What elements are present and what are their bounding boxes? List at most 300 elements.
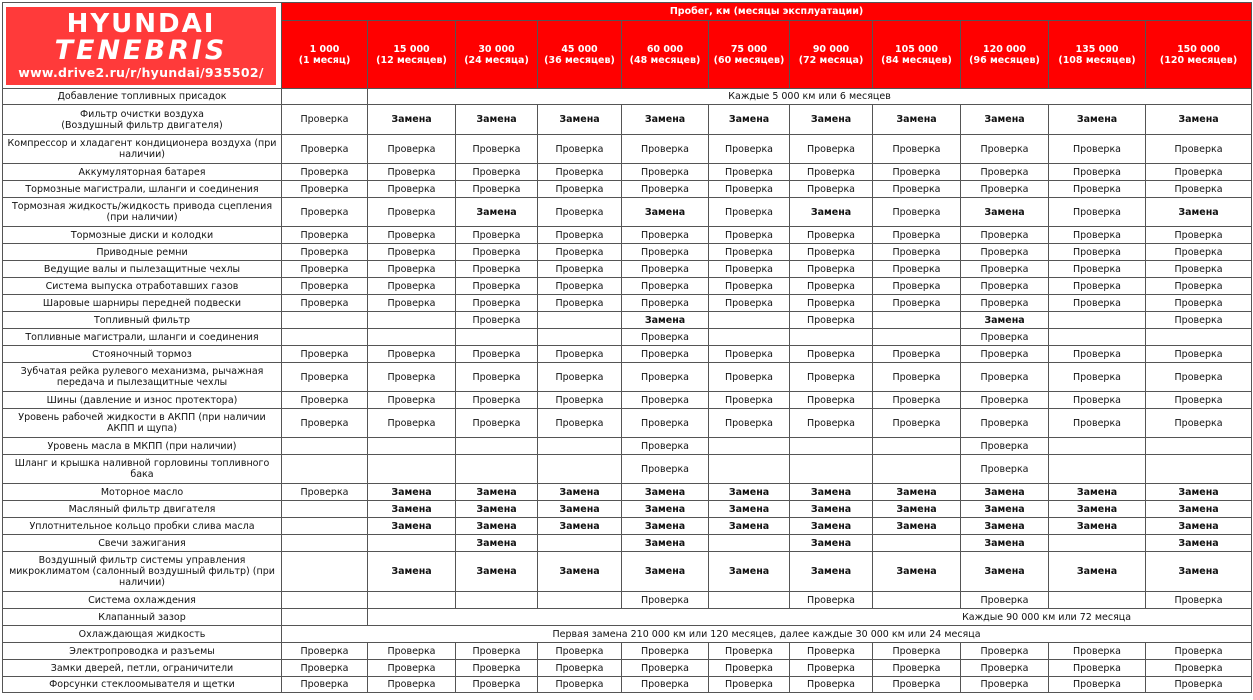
- schedule-cell-empty: [538, 535, 622, 552]
- schedule-cell-check: Проверка: [282, 484, 368, 501]
- schedule-cell-replace: Замена: [873, 484, 961, 501]
- schedule-cell-check: Проверка: [622, 677, 709, 693]
- schedule-cell-check: Проверка: [873, 278, 961, 295]
- schedule-cell-check: Проверка: [1049, 409, 1146, 438]
- schedule-cell-check: Проверка: [622, 643, 709, 660]
- schedule-cell-check: Проверка: [538, 660, 622, 677]
- schedule-cell-check: Проверка: [622, 261, 709, 278]
- schedule-cell-check: Проверка: [873, 409, 961, 438]
- schedule-cell-check: Проверка: [538, 261, 622, 278]
- schedule-cell-check: Проверка: [456, 164, 538, 181]
- schedule-cell-empty: [282, 89, 368, 105]
- hyundai-tenebris-logo: [5, 6, 277, 86]
- maintenance-table: [2, 2, 1252, 693]
- schedule-cell-replace: Замена: [622, 312, 709, 329]
- schedule-cell-check: Проверка: [282, 181, 368, 198]
- schedule-row: [3, 181, 1252, 198]
- schedule-cell-check: Проверка: [538, 409, 622, 438]
- schedule-row: [3, 346, 1252, 363]
- schedule-cell-check: Проверка: [538, 181, 622, 198]
- schedule-cell-replace: Замена: [709, 518, 790, 535]
- schedule-row: [3, 363, 1252, 392]
- schedule-cell-check: Проверка: [456, 295, 538, 312]
- schedule-cell-empty: [538, 592, 622, 609]
- service-item-name: Тормозные магистрали, шланги и соединения: [3, 181, 282, 198]
- schedule-cell-check: Проверка: [873, 392, 961, 409]
- schedule-cell-replace: Замена: [790, 552, 873, 592]
- schedule-cell-check: Проверка: [282, 261, 368, 278]
- schedule-row: [3, 660, 1252, 677]
- schedule-cell-check: Проверка: [282, 409, 368, 438]
- schedule-cell-check: Проверка: [1049, 643, 1146, 660]
- schedule-row: [3, 592, 1252, 609]
- schedule-cell-check: Проверка: [790, 346, 873, 363]
- schedule-cell-check: Проверка: [368, 261, 456, 278]
- schedule-cell-check: Проверка: [1049, 135, 1146, 164]
- schedule-cell-check: Проверка: [368, 643, 456, 660]
- schedule-cell-check: Проверка: [709, 135, 790, 164]
- service-item-name: Компрессор и хладагент кондиционера воздуха (при наличии): [3, 135, 282, 164]
- schedule-cell-replace: Замена: [622, 484, 709, 501]
- service-item-name: Шины (давление и износ протектора): [3, 392, 282, 409]
- schedule-cell-replace: Замена: [456, 105, 538, 135]
- schedule-cell-check: Проверка: [456, 244, 538, 261]
- schedule-cell-check: Проверка: [709, 643, 790, 660]
- schedule-cell-check: Проверка: [282, 346, 368, 363]
- mileage-km: 105 000: [895, 43, 938, 55]
- schedule-row: [3, 643, 1252, 660]
- schedule-row: [3, 329, 1252, 346]
- schedule-body: [3, 89, 1252, 693]
- schedule-cell-check: Проверка: [456, 312, 538, 329]
- schedule-cell-replace: Замена: [873, 501, 961, 518]
- mileage-months: (108 месяцев): [1058, 54, 1136, 66]
- schedule-cell-check: Проверка: [1049, 164, 1146, 181]
- mileage-km: 45 000: [561, 43, 598, 55]
- schedule-cell-replace: Замена: [1146, 552, 1252, 592]
- schedule-cell-replace: Замена: [961, 518, 1049, 535]
- schedule-row: [3, 105, 1252, 135]
- schedule-cell-check: Проверка: [622, 346, 709, 363]
- schedule-cell-check: Проверка: [1146, 409, 1252, 438]
- schedule-interval-note: Каждые 5 000 км или 6 месяцев: [368, 89, 1252, 105]
- schedule-row: [3, 198, 1252, 227]
- service-item-name: Зубчатая рейка рулевого механизма, рычажная передача и пылезащитные чехлы: [3, 363, 282, 392]
- service-item-name: Воздушный фильтр системы управления микроклиматом (салонный воздушный фильтр) (при наличии): [3, 552, 282, 592]
- schedule-cell-check: Проверка: [456, 135, 538, 164]
- schedule-cell-replace: Замена: [368, 552, 456, 592]
- schedule-cell-replace: Замена: [709, 484, 790, 501]
- service-item-name: Охлаждающая жидкость: [3, 626, 282, 643]
- schedule-cell-replace: Замена: [456, 535, 538, 552]
- schedule-cell-empty: [456, 438, 538, 455]
- schedule-cell-check: Проверка: [282, 643, 368, 660]
- schedule-cell-empty: [456, 592, 538, 609]
- schedule-cell-check: Проверка: [456, 643, 538, 660]
- schedule-cell-replace: Замена: [1146, 535, 1252, 552]
- service-item-name: Электропроводка и разъемы: [3, 643, 282, 660]
- schedule-cell-check: Проверка: [1049, 198, 1146, 227]
- schedule-cell-check: Проверка: [873, 164, 961, 181]
- schedule-cell-replace: Замена: [622, 552, 709, 592]
- schedule-cell-check: Проверка: [368, 198, 456, 227]
- schedule-cell-check: Проверка: [1146, 278, 1252, 295]
- schedule-cell-check: Проверка: [538, 227, 622, 244]
- schedule-cell-check: Проверка: [622, 278, 709, 295]
- schedule-cell-replace: Замена: [622, 535, 709, 552]
- mileage-column-header: [709, 21, 790, 89]
- schedule-cell-empty: [1049, 438, 1146, 455]
- schedule-cell-check: Проверка: [961, 227, 1049, 244]
- schedule-cell-check: Проверка: [538, 346, 622, 363]
- schedule-cell-check: Проверка: [622, 181, 709, 198]
- schedule-cell-check: Проверка: [790, 660, 873, 677]
- schedule-cell-check: Проверка: [282, 244, 368, 261]
- schedule-cell-replace: Замена: [709, 501, 790, 518]
- schedule-cell-check: Проверка: [282, 164, 368, 181]
- schedule-cell-check: Проверка: [1146, 227, 1252, 244]
- schedule-cell-check: Проверка: [622, 164, 709, 181]
- schedule-cell-check: Проверка: [282, 363, 368, 392]
- schedule-cell-check: Проверка: [282, 392, 368, 409]
- logo-model: TENEBRIS: [54, 34, 228, 66]
- schedule-cell-check: Проверка: [368, 660, 456, 677]
- schedule-cell-check: Проверка: [1049, 392, 1146, 409]
- service-item-name: Клапанный зазор: [3, 609, 282, 626]
- schedule-cell-replace: Замена: [873, 518, 961, 535]
- schedule-row: [3, 244, 1252, 261]
- schedule-cell-check: Проверка: [709, 227, 790, 244]
- schedule-cell-replace: Замена: [961, 105, 1049, 135]
- schedule-cell-check: Проверка: [1146, 295, 1252, 312]
- schedule-cell-check: Проверка: [456, 278, 538, 295]
- schedule-cell-check: Проверка: [1146, 660, 1252, 677]
- schedule-cell-empty: [1146, 455, 1252, 484]
- schedule-cell-check: Проверка: [790, 261, 873, 278]
- schedule-cell-empty: [709, 455, 790, 484]
- schedule-cell-check: Проверка: [1049, 227, 1146, 244]
- schedule-cell-replace: Замена: [961, 484, 1049, 501]
- schedule-cell-empty: [790, 455, 873, 484]
- schedule-cell-check: Проверка: [709, 409, 790, 438]
- schedule-cell-empty: [368, 312, 456, 329]
- schedule-cell-replace: Замена: [790, 535, 873, 552]
- schedule-interval-note: Первая замена 210 000 км или 120 месяцев, далее каждые 30 000 км или 24 месяца: [282, 626, 1252, 643]
- mileage-header-title: Пробег, км (месяцы эксплуатации): [282, 3, 1252, 21]
- schedule-cell-check: Проверка: [538, 677, 622, 693]
- service-item-name: Аккумуляторная батарея: [3, 164, 282, 181]
- schedule-cell-check: Проверка: [622, 409, 709, 438]
- service-item-name: Тормозные диски и колодки: [3, 227, 282, 244]
- mileage-column-header: [368, 21, 456, 89]
- schedule-cell-check: Проверка: [368, 677, 456, 693]
- schedule-cell-empty: [282, 552, 368, 592]
- schedule-cell-replace: Замена: [456, 484, 538, 501]
- schedule-cell-empty: [873, 312, 961, 329]
- schedule-cell-check: Проверка: [282, 198, 368, 227]
- schedule-row: [3, 609, 1252, 626]
- schedule-cell-replace: Замена: [368, 105, 456, 135]
- schedule-cell-replace: Замена: [961, 501, 1049, 518]
- schedule-cell-check: Проверка: [456, 677, 538, 693]
- schedule-cell-check: Проверка: [622, 329, 709, 346]
- mileage-months: (120 месяцев): [1159, 54, 1238, 66]
- schedule-row: [3, 295, 1252, 312]
- schedule-cell-empty: [538, 312, 622, 329]
- schedule-cell-empty: [282, 609, 368, 626]
- service-item-name: Добавление топливных присадок: [3, 89, 282, 105]
- schedule-cell-replace: Замена: [873, 552, 961, 592]
- schedule-cell-check: Проверка: [961, 438, 1049, 455]
- schedule-cell-check: Проверка: [873, 660, 961, 677]
- schedule-row: [3, 455, 1252, 484]
- schedule-cell-replace: Замена: [709, 105, 790, 135]
- schedule-cell-check: Проверка: [790, 244, 873, 261]
- schedule-cell-check: Проверка: [622, 392, 709, 409]
- service-item-name: Масляный фильтр двигателя: [3, 501, 282, 518]
- schedule-cell-check: Проверка: [538, 278, 622, 295]
- schedule-cell-check: Проверка: [709, 261, 790, 278]
- schedule-cell-check: Проверка: [368, 346, 456, 363]
- schedule-cell-check: Проверка: [1146, 244, 1252, 261]
- schedule-cell-check: Проверка: [456, 409, 538, 438]
- mileage-column-header: [961, 21, 1049, 89]
- schedule-cell-replace: Замена: [961, 198, 1049, 227]
- service-item-name: Замки дверей, петли, ограничители: [3, 660, 282, 677]
- schedule-cell-check: Проверка: [709, 198, 790, 227]
- schedule-cell-empty: [709, 438, 790, 455]
- schedule-cell-check: Проверка: [1146, 643, 1252, 660]
- mileage-column-header: [456, 21, 538, 89]
- schedule-row: [3, 518, 1252, 535]
- schedule-cell-replace: Замена: [368, 518, 456, 535]
- schedule-cell-replace: Замена: [538, 484, 622, 501]
- schedule-row: [3, 409, 1252, 438]
- schedule-cell-check: Проверка: [873, 244, 961, 261]
- schedule-cell-empty: [1049, 535, 1146, 552]
- mileage-months: (48 месяцев): [629, 54, 701, 66]
- schedule-cell-check: Проверка: [538, 164, 622, 181]
- mileage-months: (36 месяцев): [544, 54, 615, 66]
- schedule-cell-check: Проверка: [456, 261, 538, 278]
- schedule-cell-check: Проверка: [622, 660, 709, 677]
- schedule-cell-empty: [282, 312, 368, 329]
- schedule-cell-check: Проверка: [1146, 312, 1252, 329]
- schedule-row: [3, 626, 1252, 643]
- schedule-cell-replace: Замена: [622, 198, 709, 227]
- schedule-cell-check: Проверка: [961, 643, 1049, 660]
- schedule-cell-check: Проверка: [790, 295, 873, 312]
- service-item-name: Стояночный тормоз: [3, 346, 282, 363]
- schedule-cell-check: Проверка: [873, 181, 961, 198]
- service-item-name: Шланг и крышка наливной горловины топливного бака: [3, 455, 282, 484]
- service-item-name: Топливный фильтр: [3, 312, 282, 329]
- service-item-name: Уровень масла в МКПП (при наличии): [3, 438, 282, 455]
- schedule-cell-check: Проверка: [368, 278, 456, 295]
- schedule-cell-check: Проверка: [1049, 261, 1146, 278]
- schedule-cell-check: Проверка: [538, 643, 622, 660]
- schedule-cell-check: Проверка: [538, 392, 622, 409]
- schedule-cell-check: Проверка: [873, 295, 961, 312]
- schedule-cell-check: Проверка: [1146, 346, 1252, 363]
- schedule-cell-check: Проверка: [1146, 135, 1252, 164]
- schedule-cell-check: Проверка: [282, 227, 368, 244]
- schedule-cell-empty: [456, 329, 538, 346]
- schedule-cell-check: Проверка: [961, 181, 1049, 198]
- schedule-cell-check: Проверка: [790, 181, 873, 198]
- schedule-row: [3, 438, 1252, 455]
- schedule-cell-check: Проверка: [368, 227, 456, 244]
- schedule-cell-check: Проверка: [961, 164, 1049, 181]
- schedule-cell-check: Проверка: [961, 346, 1049, 363]
- mileage-km: 135 000: [1075, 43, 1119, 55]
- schedule-row: [3, 484, 1252, 501]
- schedule-cell-check: Проверка: [1049, 346, 1146, 363]
- schedule-cell-empty: [873, 329, 961, 346]
- schedule-cell-empty: [1146, 329, 1252, 346]
- schedule-cell-check: Проверка: [456, 660, 538, 677]
- schedule-cell-check: Проверка: [456, 392, 538, 409]
- schedule-cell-replace: Замена: [1049, 501, 1146, 518]
- schedule-cell-check: Проверка: [961, 592, 1049, 609]
- schedule-cell-replace: Замена: [961, 552, 1049, 592]
- schedule-cell-replace: Замена: [622, 105, 709, 135]
- schedule-cell-empty: [368, 329, 456, 346]
- schedule-cell-check: Проверка: [790, 409, 873, 438]
- logo-brand: HYUNDAI: [66, 8, 216, 39]
- schedule-cell-check: Проверка: [368, 363, 456, 392]
- schedule-cell-check: Проверка: [368, 244, 456, 261]
- schedule-cell-replace: Замена: [790, 484, 873, 501]
- schedule-cell-empty: [1049, 455, 1146, 484]
- mileage-column-header: [873, 21, 961, 89]
- schedule-cell-empty: [1049, 592, 1146, 609]
- schedule-cell-check: Проверка: [709, 295, 790, 312]
- schedule-cell-check: Проверка: [961, 244, 1049, 261]
- schedule-cell-check: Проверка: [1049, 244, 1146, 261]
- mileage-months: (96 месяцев): [969, 54, 1040, 66]
- schedule-cell-replace: Замена: [790, 198, 873, 227]
- schedule-cell-empty: [538, 329, 622, 346]
- schedule-cell-replace: Замена: [790, 518, 873, 535]
- schedule-cell-check: Проверка: [1049, 677, 1146, 693]
- schedule-cell-empty: [790, 329, 873, 346]
- schedule-cell-replace: Замена: [961, 535, 1049, 552]
- schedule-cell-check: Проверка: [873, 198, 961, 227]
- schedule-cell-empty: [538, 455, 622, 484]
- schedule-cell-check: Проверка: [873, 643, 961, 660]
- schedule-cell-empty: [538, 438, 622, 455]
- schedule-cell-check: Проверка: [282, 278, 368, 295]
- schedule-cell-empty: [282, 535, 368, 552]
- schedule-cell-check: Проверка: [709, 278, 790, 295]
- mileage-km: 75 000: [730, 43, 768, 55]
- schedule-cell-check: Проверка: [961, 455, 1049, 484]
- schedule-cell-check: Проверка: [873, 677, 961, 693]
- schedule-cell-check: Проверка: [1049, 278, 1146, 295]
- schedule-cell-check: Проверка: [1146, 164, 1252, 181]
- schedule-cell-check: Проверка: [456, 363, 538, 392]
- mileage-months: (1 месяц): [298, 54, 351, 66]
- mileage-km: 15 000: [393, 43, 430, 55]
- schedule-cell-empty: [709, 329, 790, 346]
- schedule-cell-check: Проверка: [961, 409, 1049, 438]
- schedule-cell-check: Проверка: [622, 244, 709, 261]
- mileage-months: (72 месяца): [798, 54, 864, 66]
- schedule-cell-check: Проверка: [873, 363, 961, 392]
- mileage-km: 90 000: [812, 43, 850, 55]
- schedule-cell-replace: Замена: [538, 518, 622, 535]
- schedule-cell-replace: Замена: [1146, 105, 1252, 135]
- schedule-cell-check: Проверка: [790, 135, 873, 164]
- schedule-cell-check: Проверка: [1146, 392, 1252, 409]
- schedule-cell-check: Проверка: [538, 363, 622, 392]
- schedule-cell-check: Проверка: [790, 392, 873, 409]
- mileage-km: 1 000: [309, 43, 340, 55]
- mileage-km: 60 000: [646, 43, 684, 55]
- schedule-cell-check: Проверка: [961, 135, 1049, 164]
- schedule-cell-check: Проверка: [456, 346, 538, 363]
- schedule-cell-check: Проверка: [1146, 261, 1252, 278]
- schedule-cell-check: Проверка: [456, 227, 538, 244]
- schedule-cell-replace: Замена: [622, 518, 709, 535]
- schedule-cell-check: Проверка: [790, 677, 873, 693]
- schedule-interval-note: Каждые 90 000 км или 72 месяца: [368, 609, 1252, 626]
- schedule-cell-check: Проверка: [961, 363, 1049, 392]
- schedule-cell-empty: [873, 438, 961, 455]
- schedule-cell-check: Проверка: [1049, 660, 1146, 677]
- service-item-name: Форсунки стеклоомывателя и щетки: [3, 677, 282, 693]
- mileage-column-header: [622, 21, 709, 89]
- schedule-cell-check: Проверка: [282, 660, 368, 677]
- mileage-column-header: [282, 21, 368, 89]
- maintenance-schedule-sheet: [2, 2, 1251, 698]
- schedule-cell-empty: [790, 438, 873, 455]
- schedule-cell-replace: Замена: [538, 501, 622, 518]
- schedule-cell-check: Проверка: [368, 409, 456, 438]
- schedule-cell-empty: [873, 535, 961, 552]
- schedule-cell-check: Проверка: [709, 392, 790, 409]
- schedule-cell-check: Проверка: [709, 363, 790, 392]
- service-item-name: Шаровые шарниры передней подвески: [3, 295, 282, 312]
- schedule-cell-check: Проверка: [961, 392, 1049, 409]
- mileage-km: 30 000: [478, 43, 515, 55]
- schedule-cell-check: Проверка: [873, 227, 961, 244]
- schedule-cell-check: Проверка: [790, 592, 873, 609]
- schedule-cell-check: Проверка: [709, 677, 790, 693]
- schedule-cell-check: Проверка: [1049, 295, 1146, 312]
- schedule-cell-replace: Замена: [456, 518, 538, 535]
- schedule-cell-empty: [282, 501, 368, 518]
- mileage-column-header: [1049, 21, 1146, 89]
- schedule-cell-check: Проверка: [456, 181, 538, 198]
- mileage-column-header: [538, 21, 622, 89]
- schedule-row: [3, 278, 1252, 295]
- schedule-cell-empty: [1049, 312, 1146, 329]
- service-item-name: Приводные ремни: [3, 244, 282, 261]
- schedule-row: [3, 535, 1252, 552]
- schedule-cell-replace: Замена: [1049, 484, 1146, 501]
- schedule-cell-replace: Замена: [538, 552, 622, 592]
- schedule-cell-check: Проверка: [622, 295, 709, 312]
- schedule-cell-replace: Замена: [622, 501, 709, 518]
- schedule-cell-check: Проверка: [368, 181, 456, 198]
- schedule-cell-empty: [368, 438, 456, 455]
- schedule-cell-check: Проверка: [790, 643, 873, 660]
- schedule-cell-check: Проверка: [961, 677, 1049, 693]
- mileage-km: 120 000: [983, 43, 1026, 55]
- schedule-cell-empty: [709, 592, 790, 609]
